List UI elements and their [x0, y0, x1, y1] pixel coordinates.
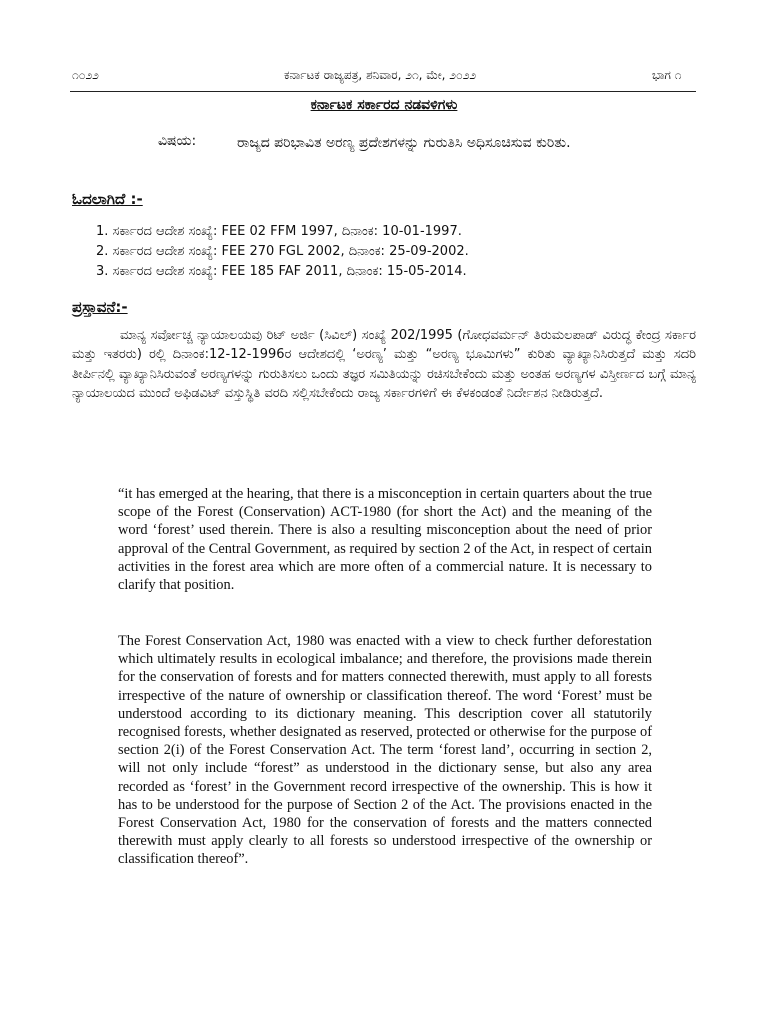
quote-paragraph-2: The Forest Conservation Act, 1980 was enacted with a view to check further deforestation which ultimately results in ecological imbalance; and therefore, the provisions made therein for the conservation of forests and for matters connected therewith, must apply to all forests irrespective of the nature of ownership or classification thereof. The word ‘Forest’ must be understood according to its dictionary meaning. This description cover all statutorily recognised forests, whether designated as reserved, protected or otherwise for the purpose of section 2(i) of the Forest Conservation Act. The term ‘forest land’, occurring in section 2, will not only include “forest” as understood in the dictionary sense, but also any area recorded as ‘forest’ in the Government record irrespective of the ownership. This is how it has to be understood for the purpose of Section 2 of the Act. The provisions enacted in the Forest Conservation Act, 1980 for the conservation of forests and the matters connected therewith must apply clearly to all forests so understood irrespective of the ownership or classification thereof”.: [118, 633, 652, 868]
list-item: 2. ಸರ್ಕಾರದ ಆದೇಶ ಸಂಖ್ಯೆ: FEE 270 FGL 2002, ದಿನಾಂಕ: 25-09-2002.: [96, 244, 469, 259]
quote-paragraph-1: “it has emerged at the hearing, that there is a misconception in certain quarters about the true scope of the Forest (Conservation) ACT-1980 (for short the Act) and the meaning of the word ‘forest’ used therein. There is also a resulting misconception about the need of prior approval of the Central Government, as required by section 2 of the Act, in respect of certain activities in the forest area which are more often of a commercial nature. It is necessary to clarify that position.: [118, 486, 652, 594]
list-item: 3. ಸರ್ಕಾರದ ಆದೇಶ ಸಂಖ್ಯೆ: FEE 185 FAF 2011, ದಿನಾಂಕ: 15-05-2014.: [96, 264, 467, 279]
header-rule: [70, 91, 696, 92]
part-number: ಭಾಗ ೧: [652, 68, 682, 82]
list-item: 1. ಸರ್ಕಾರದ ಆದೇಶ ಸಂಖ್ಯೆ: FEE 02 FFM 1997, ದಿನಾಂಕ: 10-01-1997.: [96, 224, 462, 239]
read-heading: ಓದಲಾಗಿದೆ :-: [72, 190, 143, 208]
subject-label: ವಿಷಯ:: [158, 133, 197, 149]
document-title: ಕರ್ನಾಟಕ ಸರ್ಕಾರದ ನಡವಳಿಗಳು: [310, 97, 458, 113]
page-number: ೧೦೨೨: [72, 68, 99, 82]
preamble-heading: ಪ್ರಸ್ತಾವನೆ:-: [72, 298, 128, 316]
reference-list: [96, 222, 469, 282]
gazette-header: ಕರ್ನಾಟಕ ರಾಜ್ಯಪತ್ರ, ಶನಿವಾರ, ೨೧, ಮೇ, ೨೦೨೨: [284, 68, 477, 82]
preamble-paragraph: ಮಾನ್ಯ ಸರ್ವೋಚ್ಚ ನ್ಯಾಯಾಲಯವು ರಿಟ್ ಅರ್ಜಿ (ಸಿವಿಲ್) ಸಂಖ್ಯೆ 202/1995 (ಗೋಧವರ್ಮನ್ ತಿರುಮಲಪಾಡ್ ವಿರುದ್ಧ ಕೇಂದ್ರ ಸರ್ಕಾರ ಮತ್ತು ಇತರರು) ರಲ್ಲಿ ದಿನಾಂಕ:12-12-1996ರ ಆದೇಶದಲ್ಲಿ ‘ಅರಣ್ಯ’ ಮತ್ತು “ಅರಣ್ಯ ಭೂಮಿಗಳು” ಕುರಿತು ವ್ಯಾಖ್ಯಾನಿಸಿರುತ್ತದೆ ಮತ್ತು ಸದರಿ ತೀರ್ಪಿನಲ್ಲಿ ವ್ಯಾಖ್ಯಾನಿಸಿರುವಂತೆ ಅರಣ್ಯಗಳನ್ನು ಗುರುತಿಸಲು ಒಂದು ತಜ್ಞರ ಸಮಿತಿಯನ್ನು ರಚಿಸಬೇಕೆಂದು ಮತ್ತು ಅಂತಹ ಅರಣ್ಯಗಳ ವಿಸ್ತೀರ್ಣದ ಬಗ್ಗೆ ಮಾನ್ಯ ನ್ಯಾಯಾಲಯದ ಮುಂದೆ ಅಫಿಡವಿಟ್ ವಸ್ತುಸ್ಥಿತಿ ವರದಿ ಸಲ್ಲಿಸಬೇಕೆಂದು ರಾಜ್ಯ ಸರ್ಕಾರಗಳಿಗೆ ಈ ಕೆಳಕಂಡಂತೆ ನಿರ್ದೇಶನ ನೀಡಿರುತ್ತದೆ.: [72, 328, 696, 401]
subject-text: ರಾಜ್ಯದ ಪರಿಭಾವಿತ ಅರಣ್ಯ ಪ್ರದೇಶಗಳನ್ನು ಗುರುತಿಸಿ ಅಧಿಸೂಚಿಸುವ ಕುರಿತು.: [237, 135, 571, 151]
